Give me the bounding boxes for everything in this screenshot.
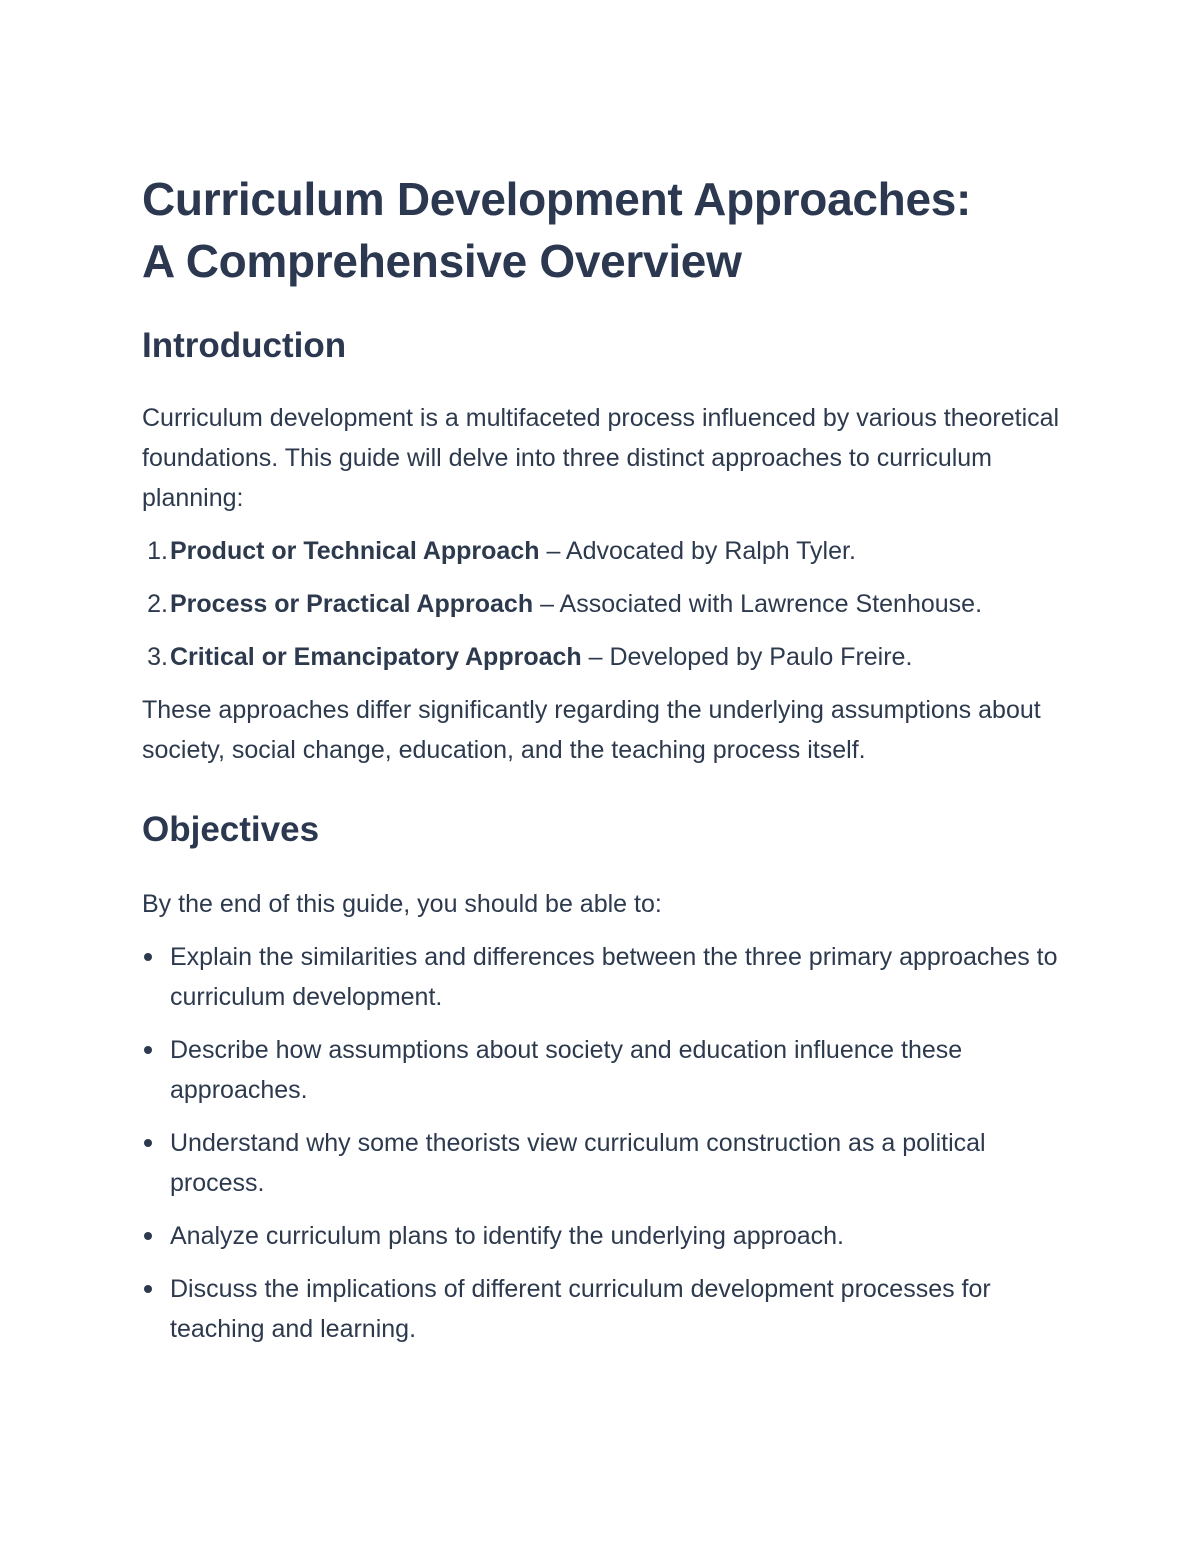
bullet-icon [144, 953, 152, 961]
bullet-icon [144, 1046, 152, 1054]
list-item [142, 1030, 1072, 1110]
document-page [142, 168, 1072, 1362]
bullet-icon [144, 1285, 152, 1293]
approach-item-process [142, 584, 1072, 624]
approach-item-product [142, 531, 1072, 571]
objectives-lead: By the end of this guide, you should be able to: [142, 890, 662, 918]
introduction-paragraph: Curriculum development is a multifaceted process influenced by various theoretical foundations. This guide will delve into three distinct approaches to curriculum planning: [142, 404, 1060, 512]
list-number: 3. [147, 643, 168, 671]
approach-description: – Associated with Lawrence Stenhouse. [533, 590, 983, 618]
objective-text: Understand why some theorists view curriculum construction as a political process. [170, 1129, 986, 1197]
objective-text: Describe how assumptions about society and education influence these approaches. [170, 1036, 963, 1104]
objectives-heading: Objectives [142, 810, 320, 849]
objective-text: Discuss the implications of different curriculum development processes for teaching and learning. [170, 1275, 991, 1343]
list-item [142, 1123, 1072, 1203]
objective-text: Explain the similarities and differences between the three primary approaches to curriculum development. [170, 943, 1058, 1011]
page-title [142, 168, 1072, 292]
page-title-line-2: A Comprehensive Overview [142, 235, 742, 287]
introduction-closing-paragraph: These approaches differ significantly regarding the underlying assumptions about society, social change, education, and the teaching process itself. [142, 696, 1041, 764]
approach-item-critical [142, 637, 1072, 677]
introduction-heading: Introduction [142, 326, 347, 365]
page-title-line-1: Curriculum Development Approaches: [142, 173, 972, 225]
list-number: 1. [147, 537, 168, 565]
approach-name: Product or Technical Approach [170, 537, 540, 565]
bullet-icon [144, 1139, 152, 1147]
approach-description: – Developed by Paulo Freire. [581, 643, 913, 671]
approach-name: Critical or Emancipatory Approach [170, 643, 582, 671]
list-item [142, 1269, 1072, 1349]
objectives-list [142, 937, 1072, 1349]
approach-name: Process or Practical Approach [170, 590, 534, 618]
bullet-icon [144, 1232, 152, 1240]
list-item [142, 937, 1072, 1017]
list-item [142, 1216, 1072, 1256]
objective-text: Analyze curriculum plans to identify the underlying approach. [170, 1222, 844, 1250]
approaches-list [142, 531, 1072, 677]
approach-description: – Advocated by Ralph Tyler. [539, 537, 856, 565]
list-number: 2. [147, 590, 168, 618]
